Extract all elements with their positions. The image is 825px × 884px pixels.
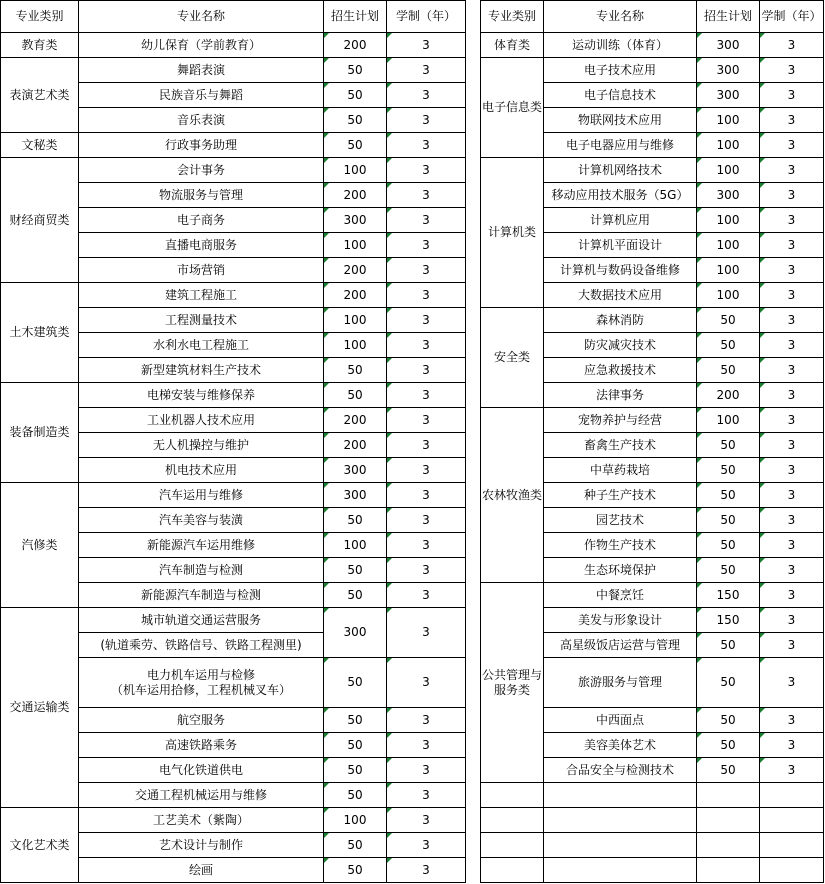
- plan-cell: 300: [324, 208, 387, 233]
- plan-cell: 50: [324, 58, 387, 83]
- plan-cell: 150: [697, 608, 760, 633]
- plan-cell: 50: [324, 383, 387, 408]
- major-name-cell: 美发与形象设计: [544, 608, 697, 633]
- plan-cell: 50: [697, 483, 760, 508]
- major-name-cell: 新型建筑材料生产技术: [79, 358, 324, 383]
- years-cell: 3: [760, 608, 824, 633]
- table-row: [1, 808, 466, 833]
- plan-cell: 50: [324, 783, 387, 808]
- plan-cell: 50: [697, 658, 760, 708]
- major-name-cell: 法律事务: [544, 383, 697, 408]
- years-cell: 3: [760, 433, 824, 458]
- years-cell: 3: [760, 733, 824, 758]
- plan-cell: 300: [324, 608, 387, 658]
- years-cell: 3: [760, 233, 824, 258]
- major-name-cell: 旅游服务与管理: [544, 658, 697, 708]
- empty-cell: [544, 808, 697, 833]
- major-name-cell: 工程测量技术: [79, 308, 324, 333]
- empty-cell: [481, 858, 544, 883]
- major-name-cell: 市场营销: [79, 258, 324, 283]
- major-name-cell: 畜禽生产技术: [544, 433, 697, 458]
- years-cell: 3: [760, 58, 824, 83]
- plan-cell: 300: [697, 58, 760, 83]
- major-name-cell: 美容美体艺术: [544, 733, 697, 758]
- major-name-cell: 作物生产技术: [544, 533, 697, 558]
- empty-cell: [481, 783, 544, 808]
- plan-cell: 50: [324, 708, 387, 733]
- category-cell: 农林牧渔类: [481, 408, 544, 583]
- major-name-cell: 水利水电工程施工: [79, 333, 324, 358]
- major-name-cell: 建筑工程施工: [79, 283, 324, 308]
- years-cell: 3: [387, 108, 466, 133]
- plan-cell: 50: [324, 583, 387, 608]
- plan-cell: 100: [324, 158, 387, 183]
- years-cell: 3: [387, 83, 466, 108]
- category-cell: 表演艺术类: [1, 58, 79, 133]
- years-cell: 3: [387, 833, 466, 858]
- major-name-cell: 种子生产技术: [544, 483, 697, 508]
- header-major: 专业名称: [544, 1, 697, 33]
- years-cell: 3: [387, 508, 466, 533]
- years-cell: 3: [760, 283, 824, 308]
- major-name-cell: 汽车制造与检测: [79, 558, 324, 583]
- plan-cell: 50: [697, 433, 760, 458]
- years-cell: 3: [387, 433, 466, 458]
- category-cell: 安全类: [481, 308, 544, 408]
- plan-cell: 300: [697, 33, 760, 58]
- major-name-cell: 电气化铁道供电: [79, 758, 324, 783]
- table-row: [481, 308, 824, 333]
- major-name-cell: 合品安全与检测技术: [544, 758, 697, 783]
- major-name-cell: 运动训练（体育）: [544, 33, 697, 58]
- major-name-cell: 计算机网络技术: [544, 158, 697, 183]
- major-name-cell: 新能源汽车运用维修: [79, 533, 324, 558]
- plan-cell: 50: [697, 633, 760, 658]
- category-cell: 文化艺术类: [1, 808, 79, 883]
- major-name-cell: 中餐烹饪: [544, 583, 697, 608]
- years-cell: 3: [387, 258, 466, 283]
- years-cell: 3: [387, 208, 466, 233]
- empty-cell: [760, 808, 824, 833]
- years-cell: 3: [387, 408, 466, 433]
- empty-cell: [697, 833, 760, 858]
- header-row: [1, 1, 466, 33]
- category-cell: 电子信息类: [481, 58, 544, 158]
- category-cell: 装备制造类: [1, 383, 79, 483]
- plan-cell: 100: [697, 158, 760, 183]
- major-subtitle-cell: (轨道乘劳、铁路信号、铁路工程测里): [79, 633, 324, 658]
- plan-cell: 50: [324, 133, 387, 158]
- plan-cell: 200: [324, 33, 387, 58]
- plan-cell: 100: [697, 133, 760, 158]
- plan-cell: 50: [324, 83, 387, 108]
- plan-cell: 150: [697, 583, 760, 608]
- table-row: [481, 33, 824, 58]
- major-name-cell: 直播电商服务: [79, 233, 324, 258]
- major-name-cell: 中草药栽培: [544, 458, 697, 483]
- table-row: [481, 408, 824, 433]
- plan-cell: 50: [697, 758, 760, 783]
- years-cell: 3: [760, 33, 824, 58]
- years-cell: 3: [387, 783, 466, 808]
- category-cell: 计算机类: [481, 158, 544, 308]
- plan-cell: 100: [324, 533, 387, 558]
- plan-cell: 50: [324, 758, 387, 783]
- years-cell: 3: [387, 283, 466, 308]
- plan-cell: 50: [324, 508, 387, 533]
- years-cell: 3: [387, 483, 466, 508]
- major-name-cell: 物流服务与管理: [79, 183, 324, 208]
- plan-cell: 50: [697, 533, 760, 558]
- years-cell: 3: [387, 708, 466, 733]
- major-name-cell: 新能源汽车制造与检测: [79, 583, 324, 608]
- plan-cell: 50: [324, 858, 387, 883]
- major-name-cell: 工艺美术（紫陶）: [79, 808, 324, 833]
- plan-cell: 50: [697, 558, 760, 583]
- plan-cell: 100: [697, 108, 760, 133]
- header-category: 专业类别: [481, 1, 544, 33]
- years-cell: 3: [760, 408, 824, 433]
- major-name-cell: 航空服务: [79, 708, 324, 733]
- category-cell: 土木建筑类: [1, 283, 79, 383]
- years-cell: 3: [387, 308, 466, 333]
- table-row: [1, 158, 466, 183]
- years-cell: 3: [387, 658, 466, 708]
- major-name-cell: 音乐表演: [79, 108, 324, 133]
- category-cell: 交通运输类: [1, 608, 79, 808]
- empty-cell: [481, 833, 544, 858]
- years-cell: 3: [760, 208, 824, 233]
- empty-cell: [760, 858, 824, 883]
- table-row: [1, 133, 466, 158]
- table-row: [1, 383, 466, 408]
- category-cell: 体育类: [481, 33, 544, 58]
- major-name-cell: 电子信息技术: [544, 83, 697, 108]
- major-name-cell: 电子电器应用与维修: [544, 133, 697, 158]
- table-row: [481, 583, 824, 608]
- plan-cell: 300: [324, 458, 387, 483]
- years-cell: 3: [760, 83, 824, 108]
- empty-cell: [760, 783, 824, 808]
- table-row: [481, 58, 824, 83]
- plan-cell: 50: [697, 308, 760, 333]
- major-name-cell: 绘画: [79, 858, 324, 883]
- header-years: 学制（年）: [387, 1, 466, 33]
- major-name: 电力机车运用与检修: [146, 667, 255, 682]
- major-name-cell: 会计事务: [79, 158, 324, 183]
- plan-cell: 100: [697, 283, 760, 308]
- years-cell: 3: [760, 583, 824, 608]
- years-cell: 3: [760, 458, 824, 483]
- major-name-cell: 艺术设计与制作: [79, 833, 324, 858]
- table-row: [1, 283, 466, 308]
- major-name-cell: 园艺技术: [544, 508, 697, 533]
- empty-cell: [697, 808, 760, 833]
- years-cell: 3: [387, 533, 466, 558]
- major-name-cell: 宠物养护与经营: [544, 408, 697, 433]
- plan-cell: 200: [324, 433, 387, 458]
- years-cell: 3: [760, 508, 824, 533]
- category-cell: 文秘类: [1, 133, 79, 158]
- years-cell: 3: [387, 458, 466, 483]
- empty-row: [481, 833, 824, 858]
- empty-cell: [544, 858, 697, 883]
- header-category: 专业类别: [1, 1, 79, 33]
- plan-cell: 200: [324, 183, 387, 208]
- major-name-cell: 中西面点: [544, 708, 697, 733]
- years-cell: 3: [387, 233, 466, 258]
- empty-row: [481, 783, 824, 808]
- plan-cell: 100: [324, 233, 387, 258]
- years-cell: 3: [760, 658, 824, 708]
- years-cell: 3: [387, 183, 466, 208]
- category-cell: 财经商贸类: [1, 158, 79, 283]
- years-cell: 3: [387, 158, 466, 183]
- major-name-cell: 移动应用技术服务（5G）: [544, 183, 697, 208]
- years-cell: 3: [387, 858, 466, 883]
- plan-cell: 300: [697, 183, 760, 208]
- table-row: [1, 483, 466, 508]
- major-name-cell: 电子商务: [79, 208, 324, 233]
- years-cell: 3: [760, 258, 824, 283]
- major-name-cell: 无人机操控与维护: [79, 433, 324, 458]
- table-row: [1, 58, 466, 83]
- plan-cell: 50: [697, 733, 760, 758]
- empty-cell: [544, 833, 697, 858]
- plan-cell: 100: [697, 233, 760, 258]
- major-name-cell: 应急救援技术: [544, 358, 697, 383]
- category-cell: 汽修类: [1, 483, 79, 608]
- plan-cell: 50: [324, 358, 387, 383]
- plan-cell: 200: [697, 383, 760, 408]
- years-cell: 3: [387, 608, 466, 658]
- plan-cell: 50: [324, 733, 387, 758]
- years-cell: 3: [387, 333, 466, 358]
- plan-cell: 100: [324, 308, 387, 333]
- years-cell: 3: [387, 733, 466, 758]
- plan-cell: 200: [324, 283, 387, 308]
- years-cell: 3: [387, 758, 466, 783]
- plan-cell: 200: [324, 408, 387, 433]
- plan-cell: 100: [324, 333, 387, 358]
- empty-cell: [544, 783, 697, 808]
- years-cell: 3: [760, 183, 824, 208]
- years-cell: 3: [760, 308, 824, 333]
- empty-cell: [697, 858, 760, 883]
- plan-cell: 100: [697, 208, 760, 233]
- table-row: [1, 608, 466, 633]
- years-cell: 3: [387, 583, 466, 608]
- major-name-cell: 民族音乐与舞蹈: [79, 83, 324, 108]
- empty-row: [481, 858, 824, 883]
- years-cell: 3: [760, 558, 824, 583]
- years-cell: 3: [760, 758, 824, 783]
- years-cell: 3: [760, 358, 824, 383]
- plan-cell: 50: [324, 658, 387, 708]
- right-table: [480, 0, 824, 883]
- years-cell: 3: [387, 58, 466, 83]
- plan-cell: 100: [324, 808, 387, 833]
- major-name-cell: 高星级饭店运营与管理: [544, 633, 697, 658]
- major-name-cell: 汽车美容与装潢: [79, 508, 324, 533]
- plan-cell: 50: [697, 508, 760, 533]
- years-cell: 3: [760, 333, 824, 358]
- major-subtitle: （机车运用拾修，工程机械叉车）: [110, 682, 291, 697]
- years-cell: 3: [760, 383, 824, 408]
- major-name-cell: 电梯安装与维修保养: [79, 383, 324, 408]
- table-row: [481, 158, 824, 183]
- major-name-cell: 电子技术应用: [544, 58, 697, 83]
- category-cell: 教育类: [1, 33, 79, 58]
- header-plan: 招生计划: [697, 1, 760, 33]
- empty-row: [481, 808, 824, 833]
- major-name-cell: 森林消防: [544, 308, 697, 333]
- years-cell: 3: [760, 133, 824, 158]
- major-name-cell: 行政事务助理: [79, 133, 324, 158]
- years-cell: 3: [387, 558, 466, 583]
- major-name-cell: 高速铁路乘务: [79, 733, 324, 758]
- empty-cell: [760, 833, 824, 858]
- table-gap: [466, 0, 480, 884]
- major-name-cell: 工业机器人技术应用: [79, 408, 324, 433]
- years-cell: 3: [387, 383, 466, 408]
- years-cell: 3: [760, 633, 824, 658]
- major-name-cell: 防灾减灾技术: [544, 333, 697, 358]
- years-cell: 3: [387, 33, 466, 58]
- plan-cell: 200: [324, 258, 387, 283]
- plan-cell: 50: [324, 558, 387, 583]
- major-name-cell: [79, 658, 324, 708]
- years-cell: 3: [387, 808, 466, 833]
- major-name-cell: 幼儿保育（学前教育）: [79, 33, 324, 58]
- major-name-cell: 计算机与数码设备维修: [544, 258, 697, 283]
- category-cell: 公共管理与服务类: [481, 583, 544, 783]
- years-cell: 3: [760, 108, 824, 133]
- major-name-cell: 物联网技术应用: [544, 108, 697, 133]
- plan-cell: 100: [697, 408, 760, 433]
- plan-cell: 50: [697, 458, 760, 483]
- plan-cell: 100: [697, 258, 760, 283]
- major-name-cell: 舞蹈表演: [79, 58, 324, 83]
- years-cell: 3: [760, 158, 824, 183]
- years-cell: 3: [387, 358, 466, 383]
- plan-cell: 50: [697, 333, 760, 358]
- years-cell: 3: [760, 708, 824, 733]
- header-row: [481, 1, 824, 33]
- years-cell: 3: [760, 483, 824, 508]
- major-name-cell: 大数据技术应用: [544, 283, 697, 308]
- plan-cell: 300: [697, 83, 760, 108]
- major-name-cell: 机电技术应用: [79, 458, 324, 483]
- major-name-cell: 交通工程机械运用与维修: [79, 783, 324, 808]
- empty-cell: [481, 808, 544, 833]
- major-name-cell: 汽车运用与维修: [79, 483, 324, 508]
- years-cell: 3: [387, 133, 466, 158]
- major-name-cell: 计算机应用: [544, 208, 697, 233]
- plan-cell: 50: [697, 708, 760, 733]
- header-years: 学制（年）: [760, 1, 824, 33]
- years-cell: 3: [760, 533, 824, 558]
- major-name-cell: 计算机平面设计: [544, 233, 697, 258]
- major-name-cell: 城市轨道交通运营服务: [79, 608, 324, 633]
- table-row: [1, 33, 466, 58]
- header-plan: 招生计划: [324, 1, 387, 33]
- major-name-cell: 生态环境保护: [544, 558, 697, 583]
- header-major: 专业名称: [79, 1, 324, 33]
- plan-cell: 50: [697, 358, 760, 383]
- plan-cell: 50: [324, 108, 387, 133]
- plan-cell: 300: [324, 483, 387, 508]
- empty-cell: [697, 783, 760, 808]
- plan-cell: 50: [324, 833, 387, 858]
